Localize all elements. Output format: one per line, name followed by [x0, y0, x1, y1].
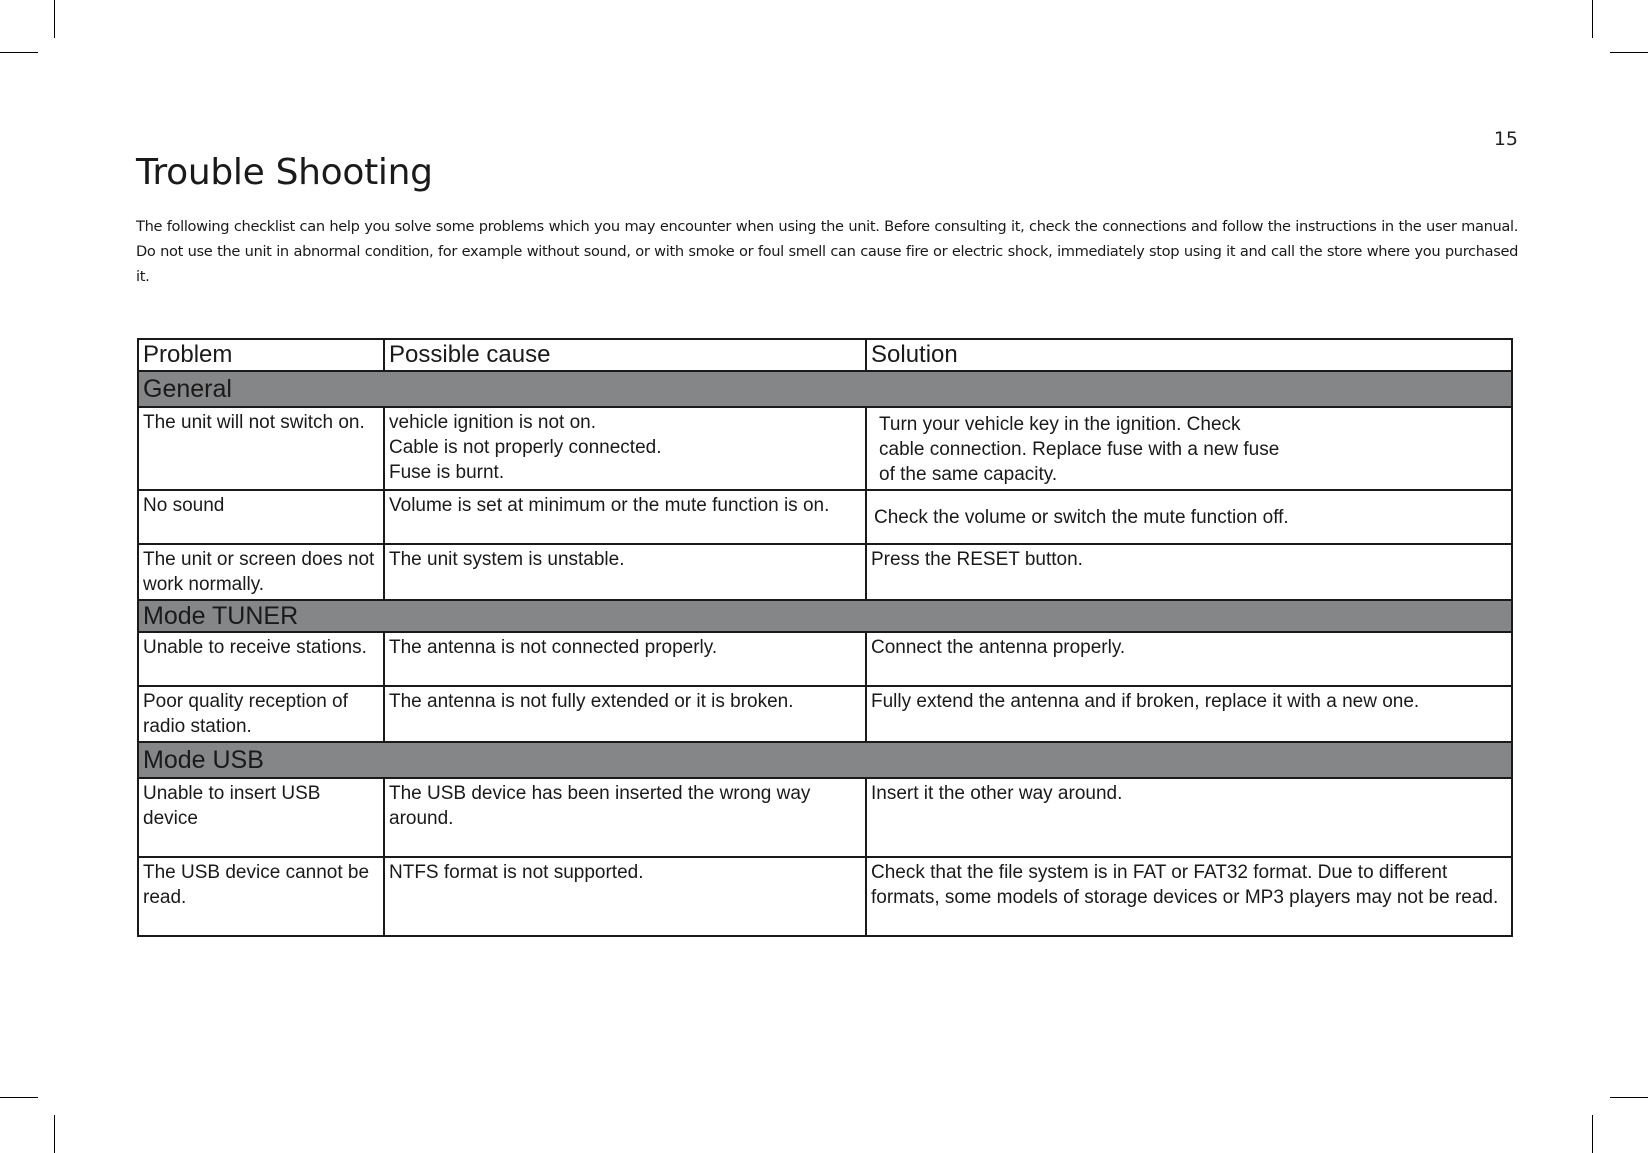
crop-mark-bottom-right-vertical	[1592, 1115, 1593, 1153]
crop-mark-top-right-horizontal	[1610, 52, 1648, 53]
section-title: Mode TUNER	[138, 600, 1512, 632]
cause-cell: The USB device has been inserted the wrong way around.	[384, 778, 866, 857]
problem-cell: The unit or screen does not work normally.	[138, 544, 384, 600]
page-number: 15	[1493, 128, 1518, 150]
cause-cell: The antenna is not connected properly.	[384, 632, 866, 686]
table-row	[138, 407, 1512, 490]
solution-line: Turn your vehicle key in the ignition. Check	[879, 414, 1241, 435]
solution-line: cable connection. Replace fuse with a new fuse	[879, 439, 1280, 460]
crop-mark-top-left-horizontal	[0, 52, 38, 53]
problem-cell: The unit will not switch on.	[138, 407, 384, 490]
crop-mark-bottom-right-horizontal	[1610, 1097, 1648, 1098]
crop-mark-bottom-left-vertical	[54, 1115, 55, 1153]
table-row	[138, 857, 1512, 936]
problem-cell: The USB device cannot be read.	[138, 857, 384, 936]
table-row	[138, 490, 1512, 544]
solution-cell	[866, 407, 1512, 490]
problem-cell: Unable to insert USB device	[138, 778, 384, 857]
problem-cell: No sound	[138, 490, 384, 544]
section-title: Mode USB	[138, 742, 1512, 778]
crop-mark-top-left-vertical	[54, 0, 55, 38]
table-row	[138, 544, 1512, 600]
header-possible-cause: Possible cause	[384, 339, 866, 371]
solution-cell: Fully extend the antenna and if broken, replace it with a new one.	[866, 686, 1512, 742]
section-title: General	[138, 371, 1512, 407]
cause-cell: Volume is set at minimum or the mute function is on.	[384, 490, 866, 544]
crop-mark-bottom-left-horizontal	[0, 1097, 38, 1098]
page-title: Trouble Shooting	[136, 152, 433, 193]
cause-line: Cable is not properly connected.	[389, 437, 662, 458]
solution-cell: Check that the file system is in FAT or FAT32 format. Due to different formats, some models of storage devices or MP3 players may not be read.	[866, 857, 1512, 936]
problem-cell: Poor quality reception of radio station.	[138, 686, 384, 742]
section-row-mode-usb	[138, 742, 1512, 778]
intro-paragraph: The following checklist can help you solve some problems which you may encounter when using the unit. Before consulting it, check the connections and follow the instructions in the user manual. Do not use the unit in abnormal condition, for example without sound, or with smoke or foul smell can cause fire or electric shock, immediately stop using it and call the store where you purchased it.	[136, 218, 1518, 285]
cause-cell: The antenna is not fully extended or it is broken.	[384, 686, 866, 742]
solution-cell: Check the volume or switch the mute function off.	[866, 490, 1512, 544]
table-row	[138, 778, 1512, 857]
solution-line: of the same capacity.	[879, 464, 1058, 485]
solution-cell: Press the RESET button.	[866, 544, 1512, 600]
troubleshooting-table	[137, 338, 1513, 937]
cause-line: vehicle ignition is not on.	[389, 412, 597, 433]
cause-line: Fuse is burnt.	[389, 462, 505, 483]
cause-cell	[384, 407, 866, 490]
header-solution: Solution	[866, 339, 1512, 371]
solution-cell: Connect the antenna properly.	[866, 632, 1512, 686]
crop-mark-top-right-vertical	[1592, 0, 1593, 38]
cause-cell: The unit system is unstable.	[384, 544, 866, 600]
solution-cell: Insert it the other way around.	[866, 778, 1512, 857]
problem-cell: Unable to receive stations.	[138, 632, 384, 686]
table-row	[138, 632, 1512, 686]
table-row	[138, 686, 1512, 742]
section-row-mode-tuner	[138, 600, 1512, 632]
section-row-general	[138, 371, 1512, 407]
cause-cell: NTFS format is not supported.	[384, 857, 866, 936]
table-header-row	[138, 339, 1512, 371]
header-problem: Problem	[138, 339, 384, 371]
